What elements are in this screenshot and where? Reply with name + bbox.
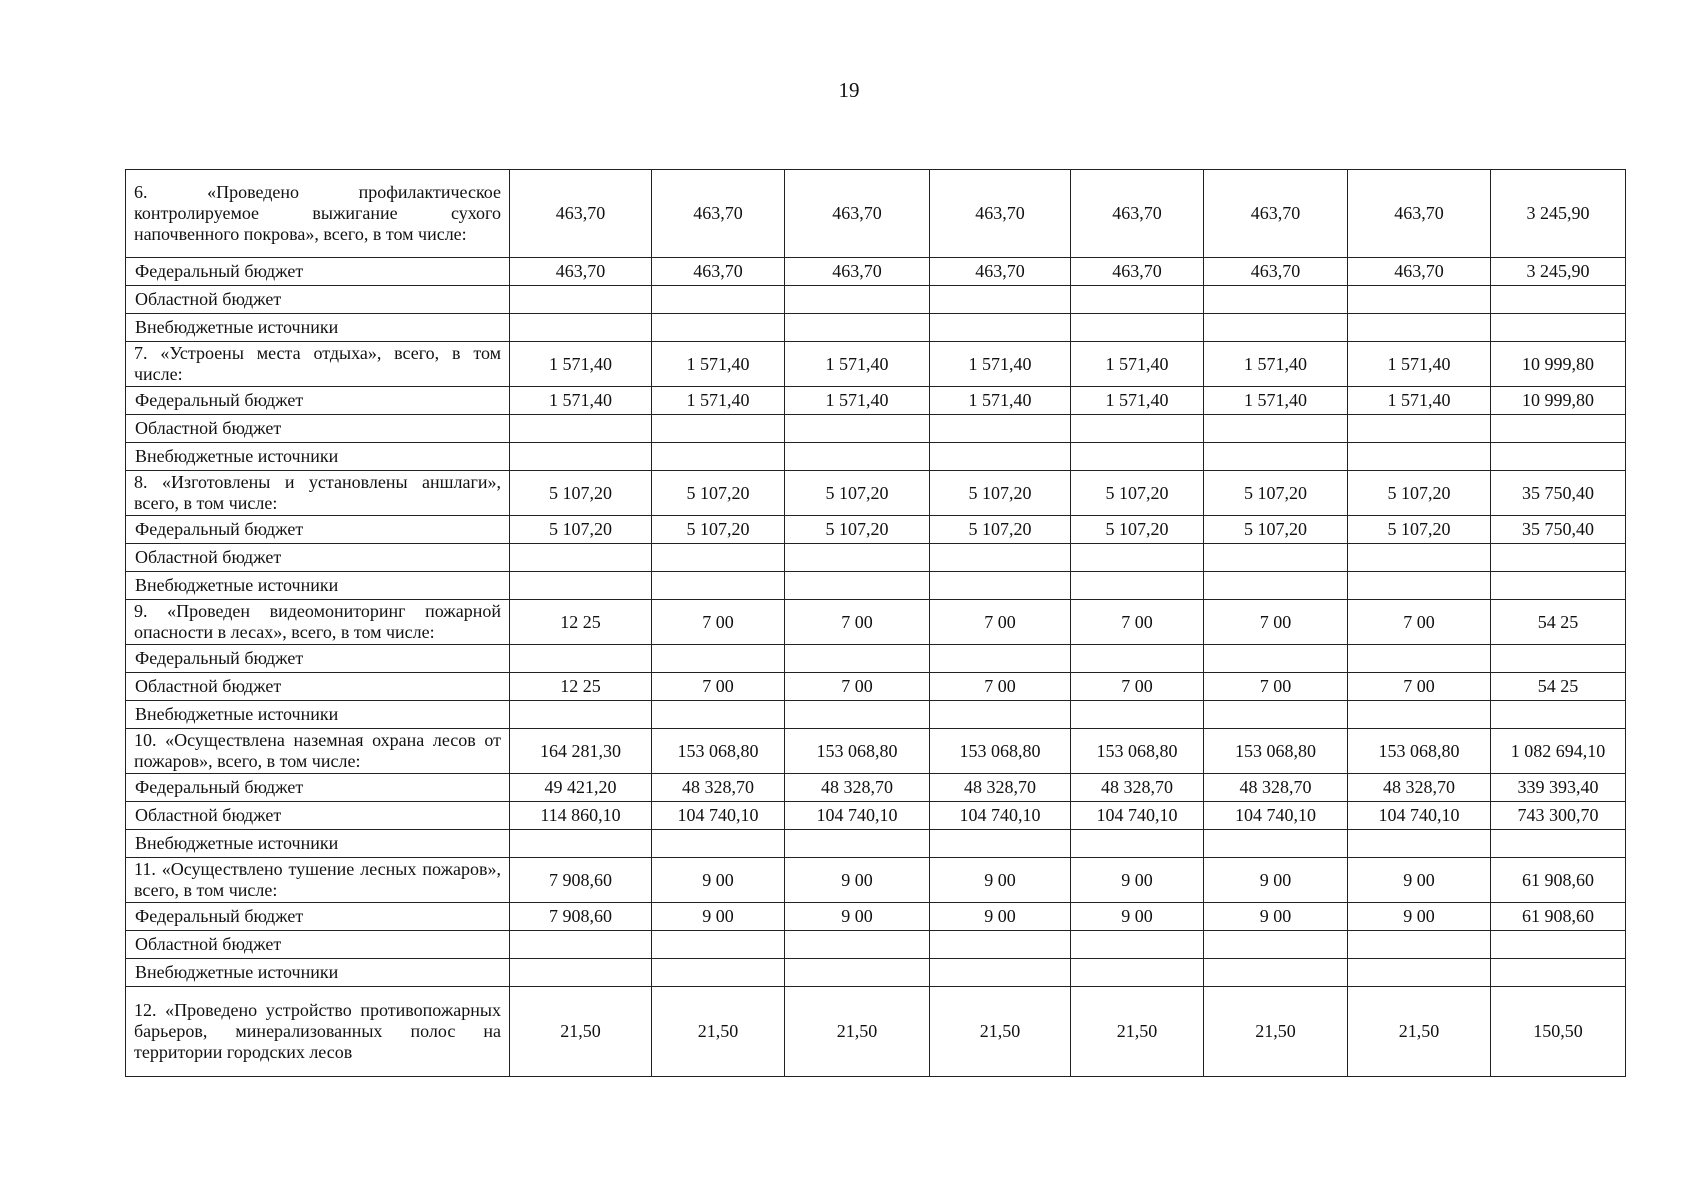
cell-total: 54 25 [1491,673,1626,701]
table-row [126,701,1626,729]
table-row-section [126,858,1626,903]
cell-value [1204,931,1348,959]
cell-value: 48 328,70 [930,774,1071,802]
cell-value [652,415,785,443]
cell-value: 5 107,20 [930,471,1071,516]
cell-value: 5 107,20 [1204,471,1348,516]
cell-total [1491,959,1626,987]
cell-value [510,931,652,959]
cell-value [930,415,1071,443]
cell-value: 48 328,70 [652,774,785,802]
cell-value: 153 068,80 [1204,729,1348,774]
cell-value: 1 571,40 [930,387,1071,415]
cell-value [930,572,1071,600]
cell-value: 9 00 [1204,858,1348,903]
cell-value [930,645,1071,673]
cell-total: 35 750,40 [1491,516,1626,544]
cell-value: 7 00 [652,673,785,701]
cell-value: 1 571,40 [785,387,930,415]
cell-value: 21,50 [510,987,652,1077]
cell-value: 7 00 [1348,600,1491,645]
row-label: Областной бюджет [126,286,510,314]
cell-value: 9 00 [1071,858,1204,903]
cell-value [1348,544,1491,572]
cell-value: 463,70 [785,258,930,286]
row-label: Внебюджетные источники [126,959,510,987]
cell-value: 1 571,40 [652,387,785,415]
cell-value [510,544,652,572]
cell-value [785,314,930,342]
cell-value: 1 571,40 [510,342,652,387]
cell-value: 5 107,20 [1348,471,1491,516]
cell-value [930,443,1071,471]
table-row [126,931,1626,959]
cell-value [1348,701,1491,729]
cell-value: 7 00 [1071,673,1204,701]
cell-value: 48 328,70 [1204,774,1348,802]
cell-value [1348,415,1491,443]
cell-total: 10 999,80 [1491,387,1626,415]
cell-value [510,830,652,858]
cell-value [652,443,785,471]
cell-value [930,286,1071,314]
row-label: Областной бюджет [126,802,510,830]
cell-value: 5 107,20 [1071,516,1204,544]
cell-value: 7 00 [1071,600,1204,645]
row-label: Федеральный бюджет [126,516,510,544]
cell-value [652,931,785,959]
cell-value: 463,70 [510,258,652,286]
cell-value: 48 328,70 [785,774,930,802]
cell-value [785,645,930,673]
cell-value [1204,544,1348,572]
table-row [126,258,1626,286]
cell-total: 10 999,80 [1491,342,1626,387]
cell-value: 21,50 [1348,987,1491,1077]
cell-value: 104 740,10 [930,802,1071,830]
cell-value [1204,830,1348,858]
cell-value: 5 107,20 [785,516,930,544]
cell-value: 1 571,40 [1071,387,1204,415]
cell-value [930,544,1071,572]
cell-value [652,314,785,342]
cell-value [1071,544,1204,572]
cell-value [1204,572,1348,600]
cell-value [1071,830,1204,858]
cell-value [652,645,785,673]
cell-value: 5 107,20 [510,516,652,544]
cell-value: 463,70 [652,258,785,286]
cell-value: 463,70 [1071,258,1204,286]
cell-value: 9 00 [930,903,1071,931]
table-row [126,903,1626,931]
cell-value [1204,314,1348,342]
row-label: 11. «Осуществлено тушение лесных пожаров», всего, в том числе: [126,858,510,903]
cell-value: 1 571,40 [1204,387,1348,415]
cell-value [785,701,930,729]
cell-value: 153 068,80 [1348,729,1491,774]
row-label: 6. «Проведено профилактическое контролируемое выжигание сухого напочвенного покрова», всего, в том числе: [126,170,510,258]
cell-value [785,931,930,959]
row-label: Областной бюджет [126,931,510,959]
cell-value: 1 571,40 [785,342,930,387]
cell-value: 114 860,10 [510,802,652,830]
cell-value: 463,70 [1348,170,1491,258]
cell-total: 339 393,40 [1491,774,1626,802]
row-label: Внебюджетные источники [126,314,510,342]
row-label: 10. «Осуществлена наземная охрана лесов от пожаров», всего, в том числе: [126,729,510,774]
cell-value [1071,701,1204,729]
table-row [126,516,1626,544]
cell-total: 3 245,90 [1491,170,1626,258]
cell-value: 463,70 [510,170,652,258]
cell-value: 9 00 [785,903,930,931]
row-label: Областной бюджет [126,544,510,572]
page-number: 19 [838,78,860,102]
cell-value: 5 107,20 [930,516,1071,544]
cell-total [1491,572,1626,600]
table-row [126,645,1626,673]
cell-value: 7 00 [652,600,785,645]
table-row [126,387,1626,415]
cell-value: 7 00 [1204,600,1348,645]
cell-value: 1 571,40 [1348,342,1491,387]
cell-value: 104 740,10 [1348,802,1491,830]
table-row [126,830,1626,858]
row-label: Внебюджетные источники [126,443,510,471]
cell-value: 1 571,40 [930,342,1071,387]
cell-value [785,443,930,471]
cell-value: 104 740,10 [785,802,930,830]
row-label: Федеральный бюджет [126,387,510,415]
cell-total [1491,544,1626,572]
cell-value: 5 107,20 [510,471,652,516]
cell-value [652,701,785,729]
cell-value [1071,959,1204,987]
table-row [126,415,1626,443]
cell-value: 21,50 [652,987,785,1077]
cell-value: 463,70 [930,170,1071,258]
cell-value [785,830,930,858]
cell-value: 463,70 [652,170,785,258]
cell-value: 9 00 [652,858,785,903]
cell-value: 9 00 [930,858,1071,903]
cell-value: 21,50 [1071,987,1204,1077]
cell-value [1071,314,1204,342]
table-row-section [126,170,1626,258]
cell-value: 21,50 [785,987,930,1077]
cell-value: 153 068,80 [930,729,1071,774]
cell-value [652,572,785,600]
cell-value [510,286,652,314]
cell-value [1348,314,1491,342]
cell-value: 7 00 [1204,673,1348,701]
cell-value: 463,70 [1204,258,1348,286]
cell-value: 9 00 [1071,903,1204,931]
cell-value: 463,70 [930,258,1071,286]
cell-value: 21,50 [930,987,1071,1077]
row-label: Федеральный бюджет [126,774,510,802]
table-row [126,673,1626,701]
cell-value [1071,931,1204,959]
cell-value [785,286,930,314]
cell-total [1491,830,1626,858]
cell-value: 9 00 [1348,903,1491,931]
cell-total: 61 908,60 [1491,858,1626,903]
cell-value: 463,70 [785,170,930,258]
row-label: 12. «Проведено устройство противопожарных барьеров, минерализованных полос на территории городских лесов [126,987,510,1077]
cell-value: 7 00 [785,673,930,701]
row-label: Внебюджетные источники [126,830,510,858]
cell-value: 49 421,20 [510,774,652,802]
cell-value: 5 107,20 [1348,516,1491,544]
table-row [126,802,1626,830]
cell-value [785,544,930,572]
cell-value [930,701,1071,729]
cell-value [1348,286,1491,314]
cell-value: 1 571,40 [1071,342,1204,387]
cell-value [1071,645,1204,673]
cell-value [510,415,652,443]
table-row [126,544,1626,572]
budget-table [125,169,1626,1077]
cell-value [930,314,1071,342]
cell-value [1348,931,1491,959]
cell-value [510,645,652,673]
table-row [126,959,1626,987]
cell-value [1204,415,1348,443]
cell-value: 153 068,80 [785,729,930,774]
cell-total: 1 082 694,10 [1491,729,1626,774]
cell-value [930,959,1071,987]
cell-total [1491,286,1626,314]
cell-total: 3 245,90 [1491,258,1626,286]
cell-value [1204,701,1348,729]
cell-value [930,931,1071,959]
cell-value [785,415,930,443]
cell-value: 7 908,60 [510,858,652,903]
table-row [126,286,1626,314]
cell-value: 104 740,10 [1071,802,1204,830]
table-row [126,572,1626,600]
cell-value [1071,415,1204,443]
cell-value: 104 740,10 [652,802,785,830]
cell-value: 1 571,40 [1348,387,1491,415]
cell-value: 463,70 [1204,170,1348,258]
cell-value: 12 25 [510,600,652,645]
cell-value [510,572,652,600]
cell-value: 21,50 [1204,987,1348,1077]
cell-total [1491,443,1626,471]
row-label: 7. «Устроены места отдыха», всего, в том числе: [126,342,510,387]
cell-total [1491,314,1626,342]
table-row [126,443,1626,471]
cell-value [510,443,652,471]
cell-value [1348,959,1491,987]
row-label: Внебюджетные источники [126,701,510,729]
cell-value: 1 571,40 [510,387,652,415]
table-body [126,170,1626,1077]
cell-value: 1 571,40 [1204,342,1348,387]
cell-value: 5 107,20 [652,471,785,516]
cell-value: 104 740,10 [1204,802,1348,830]
row-label: 9. «Проведен видеомониторинг пожарной опасности в лесах», всего, в том числе: [126,600,510,645]
cell-value: 9 00 [1204,903,1348,931]
cell-total: 35 750,40 [1491,471,1626,516]
table-row [126,774,1626,802]
cell-value: 12 25 [510,673,652,701]
cell-total: 54 25 [1491,600,1626,645]
cell-value [785,572,930,600]
cell-value: 7 00 [785,600,930,645]
row-label: Областной бюджет [126,415,510,443]
cell-value [1204,286,1348,314]
cell-value: 5 107,20 [1204,516,1348,544]
cell-total: 743 300,70 [1491,802,1626,830]
cell-value [510,959,652,987]
cell-value [510,314,652,342]
cell-value [1071,286,1204,314]
cell-value: 7 00 [930,673,1071,701]
cell-value: 7 908,60 [510,903,652,931]
cell-value [930,830,1071,858]
cell-value [510,701,652,729]
cell-value: 1 571,40 [652,342,785,387]
row-label: 8. «Изготовлены и установлены аншлаги», всего, в том числе: [126,471,510,516]
cell-value: 153 068,80 [652,729,785,774]
cell-value: 153 068,80 [1071,729,1204,774]
row-label: Федеральный бюджет [126,258,510,286]
table-row [126,314,1626,342]
table-row-section [126,600,1626,645]
cell-value: 5 107,20 [652,516,785,544]
cell-value [1071,572,1204,600]
cell-total: 61 908,60 [1491,903,1626,931]
cell-value: 48 328,70 [1071,774,1204,802]
cell-value [1204,645,1348,673]
row-label: Внебюджетные источники [126,572,510,600]
cell-value [785,959,930,987]
cell-value [1071,443,1204,471]
row-label: Областной бюджет [126,673,510,701]
cell-value [652,830,785,858]
cell-value [1204,443,1348,471]
row-label: Федеральный бюджет [126,645,510,673]
cell-value [652,544,785,572]
cell-value: 5 107,20 [1071,471,1204,516]
cell-value: 5 107,20 [785,471,930,516]
cell-value [1348,645,1491,673]
cell-value [652,959,785,987]
cell-value: 9 00 [785,858,930,903]
cell-value [1348,830,1491,858]
cell-total: 150,50 [1491,987,1626,1077]
cell-value: 463,70 [1071,170,1204,258]
cell-value: 9 00 [652,903,785,931]
cell-total [1491,645,1626,673]
cell-value: 463,70 [1348,258,1491,286]
cell-total [1491,701,1626,729]
table-row-section [126,987,1626,1077]
cell-value: 7 00 [1348,673,1491,701]
row-label: Федеральный бюджет [126,903,510,931]
cell-value [652,286,785,314]
table-row-section [126,342,1626,387]
cell-value: 7 00 [930,600,1071,645]
cell-value: 9 00 [1348,858,1491,903]
cell-value [1348,572,1491,600]
cell-value [1204,959,1348,987]
cell-value [1348,443,1491,471]
cell-value: 48 328,70 [1348,774,1491,802]
cell-total [1491,415,1626,443]
cell-value: 164 281,30 [510,729,652,774]
cell-total [1491,931,1626,959]
table-row-section [126,729,1626,774]
table-row-section [126,471,1626,516]
